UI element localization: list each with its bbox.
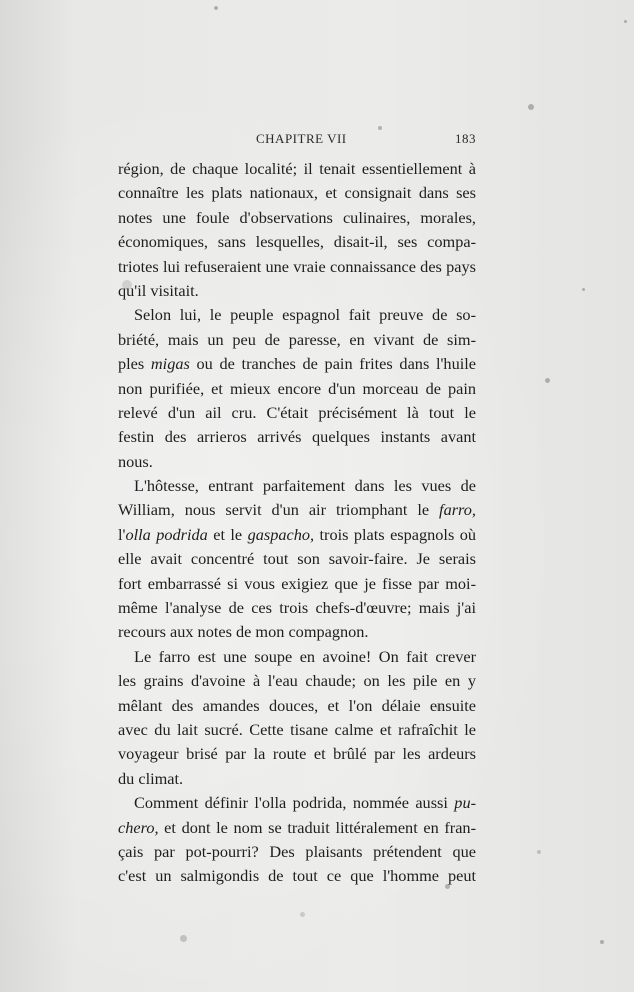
text-line [118,352,476,376]
text-line: Selon lui, le peuple espagnol fait preuve de so- [134,305,476,325]
text-line: recours aux notes de mon compagnon. [118,622,369,642]
paper-speck [528,104,534,110]
text-line: non purifiée, et mieux encore d'un morceau de pain [118,378,476,398]
text-line: les grains d'avoine à l'eau chaude; on les pile en y [118,671,476,691]
text-line: notes une foule d'observations culinaires, morales, [118,207,476,227]
italic-term: chero, [118,817,159,837]
text-line: çais par pot-pourri? Des plaisants prétendent que [118,841,476,861]
page-number: 183 [455,131,476,146]
paper-speck [180,935,187,942]
italic-term: olla podrida [125,524,208,544]
text-line: briété, mais un peu de paresse, en vivant de sim- [118,329,476,349]
paper-speck [624,20,627,23]
text-line: triotes lui refuseraient une vraie connaissance des pays [118,256,476,276]
text-line: même l'analyse de ces trois chefs-d'œuvre; mais j'ai [118,598,476,618]
text-line: voyageur brisé par la route et brûlé par les ardeurs [118,744,476,764]
text-line: relevé d'un ail cru. C'était précisément là tout le [118,402,476,422]
paper-speck [545,378,550,383]
text-line: festin des arrieros arrivés quelques instants avant [118,427,476,447]
text-line [118,498,476,522]
line-segment: ou de tranches de pain frites dans l'huile [189,354,476,374]
line-segment: l' [118,524,126,544]
text-line: nous. [118,451,153,471]
italic-term: migas [150,354,190,374]
paper-speck [582,288,585,291]
line-segment: William, nous servit d'un air triomphant le [118,500,440,520]
italic-term: pu- [454,793,476,813]
text-line: avec du lait sucré. Cette tisane calme et rafraîchit le [118,719,476,739]
paper-speck [537,850,541,854]
text-line: L'hôtesse, entrant parfaitement dans les vues de [134,476,476,496]
text-line: elle avait concentré tout son savoir-faire. Je serais [118,549,476,569]
line-segment: et le [207,524,248,544]
text-line: fort embarrassé si vous exigiez que je fisse par moi- [118,573,476,593]
text-line [118,523,476,547]
text-line: mêlant des amandes douces, et l'on délaie ensuite [118,695,476,715]
line-segment: trois plats espagnols où [314,524,476,544]
running-title: CHAPITRE VII [256,131,347,146]
page-header [256,131,476,149]
text-line: région, de chaque localité; il tenait essentiellement à [118,159,476,178]
paper-speck [378,126,382,130]
line-segment: Comment définir l'olla podrida, nommée aussi [134,793,455,813]
line-segment: ples [118,354,151,374]
text-line: du climat. [118,768,184,788]
text-line [118,791,476,815]
italic-term: farro, [439,500,476,520]
paper-speck [300,912,305,917]
paper-speck [214,6,218,10]
text-line: connaître les plats nationaux, et consignait dans ses [118,183,476,203]
body-text [118,157,476,889]
text-line: c'est un salmigondis de tout ce que l'homme peut [118,866,476,886]
paper-speck [600,940,604,944]
text-line: Le farro est une soupe en avoine! On fait crever [134,646,476,666]
text-line: économiques, sans lesquelles, disait-il, ses compa- [118,232,476,252]
line-segment: et dont le nom se traduit littéralement en fran- [158,817,476,837]
text-line: qu'il visitait. [118,280,199,300]
italic-term: gaspacho, [247,524,315,544]
text-line [118,816,476,840]
